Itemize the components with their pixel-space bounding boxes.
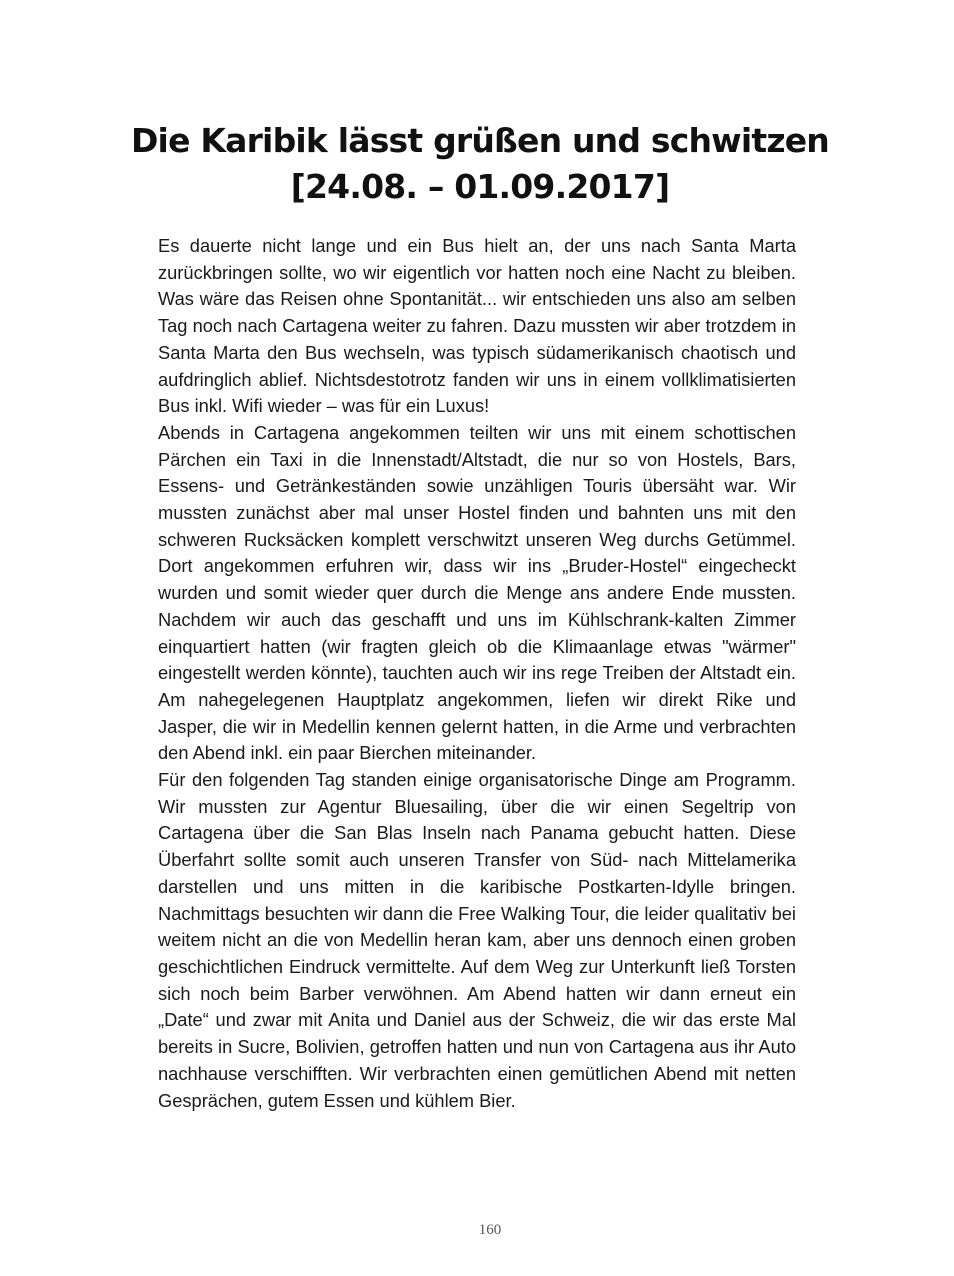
paragraph: Es dauerte nicht lange und ein Bus hielt an, der uns nach Santa Marta zurückbringen sollte, wo wir eigentlich vor hatten noch eine Nacht zu bleiben. Was wäre das Reisen ohne Spontanität... wir entschieden uns also am selben Tag noch nach Cartagena weiter zu fahren. Dazu mussten wir aber trotzdem in Santa Marta den Bus wechseln, was typisch südamerikanisch chaotisch und aufdringlich ablief. Nichtsdestotrotz fanden wir uns in einem vollklimatisierten Bus inkl. Wifi wieder – was für ein Luxus! [158, 235, 796, 417]
title-line-1: Die Karibik lässt grüßen und schwitzen [130, 121, 830, 160]
body-text [158, 233, 796, 1114]
page-number: 160 [478, 1222, 502, 1238]
paragraph: Für den folgenden Tag standen einige organisatorische Dinge am Programm. Wir mussten zur Agentur Bluesailing, über die wir einen Segeltrip von Cartagena über die San Blas Inseln nach Panama gebucht hatten. Diese Überfahrt sollte somit auch unseren Transfer von Süd- nach Mittelamerika darstellen und uns mitten in die karibische Postkarten-Idylle bringen. Nachmittags besuchten wir dann die Free Walking Tour, die leider qualitativ bei weitem nicht an die von Medellin heran kam, aber uns dennoch einen groben geschichtlichen Eindruck vermittelte. Auf dem Weg zur Unterkunft ließ Torsten sich noch beim Barber verwöhnen. Am Abend hatten wir dann erneut ein „Date“ und zwar mit Anita und Daniel aus der Schweiz, die wir das erste Mal bereits in Sucre, Bolivien, getroffen hatten und nun von Cartagena aus ihr Auto nachhause verschifften. Wir verbrachten einen gemütlichen Abend mit netten Gesprächen, gutem Essen und kühlem Bier. [158, 769, 796, 1111]
title-line-2: [24.08. – 01.09.2017] [290, 167, 670, 206]
page-title [100, 118, 860, 210]
paragraph: Abends in Cartagena angekommen teilten wir uns mit einem schottischen Pärchen ein Taxi in die Innenstadt/Altstadt, die nur so von Hostels, Bars, Essens- und Getränkeständen sowie unzähligen Touris übersäht war. Wir mussten zunächst aber mal unser Hostel finden und bahnten uns mit den schweren Rucksäcken komplett verschwitzt unseren Weg durchs Getümmel. Dort angekommen erfuhren wir, dass wir ins „Bruder-Hostel“ eingecheckt wurden und somit wieder quer durch die Menge ans andere Ende mussten. Nachdem wir auch das geschafft und uns im Kühlschrank-kalten Zimmer einquartiert hatten (wir fragten gleich ob die Klimaanlage etwas "wärmer" eingestellt werden könnte), tauchten auch wir ins rege Treiben der Altstadt ein. Am nahegelegenen Hauptplatz angekommen, liefen wir direkt Rike und Jasper, die wir in Medellin kennen gelernt hatten, in die Arme und verbrachten den Abend inkl. ein paar Bierchen miteinander. [158, 421, 796, 764]
